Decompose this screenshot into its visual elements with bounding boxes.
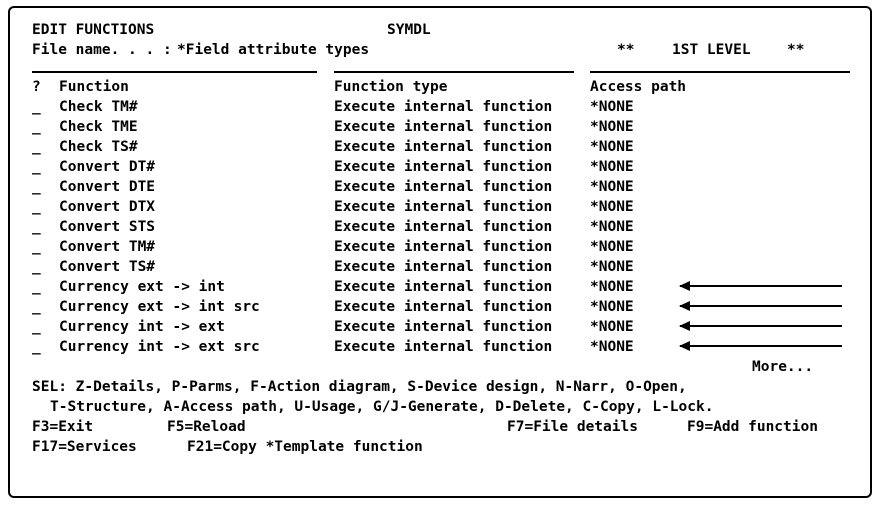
- left-arrow-icon: [680, 305, 842, 307]
- row-select-input[interactable]: _: [32, 299, 41, 315]
- column-header-function-type: Function type: [334, 79, 448, 95]
- table-row[interactable]: [32, 217, 852, 237]
- row-select-input[interactable]: _: [32, 179, 41, 195]
- row-select-input[interactable]: _: [32, 159, 41, 175]
- f5-reload-key[interactable]: F5=Reload: [167, 419, 246, 435]
- row-function-type: Execute internal function: [334, 319, 553, 335]
- row-access-path: *NONE: [590, 199, 634, 215]
- row-access-path: *NONE: [590, 339, 634, 355]
- row-select-input[interactable]: _: [32, 279, 41, 295]
- row-access-path: *NONE: [590, 299, 634, 315]
- row-access-path: *NONE: [590, 259, 634, 275]
- file-name-value[interactable]: *Field attribute types: [177, 42, 370, 58]
- row-function-name: Currency int -> ext src: [59, 339, 260, 355]
- row-function-name: Convert TS#: [59, 259, 156, 275]
- rule-segment-type: [334, 71, 574, 73]
- table-row[interactable]: [32, 117, 852, 137]
- row-function-type: Execute internal function: [334, 119, 553, 135]
- f3-exit-key[interactable]: F3=Exit: [32, 419, 94, 435]
- rule-segment-access: [590, 71, 850, 73]
- row-access-path: *NONE: [590, 319, 634, 335]
- level-marker-right: **: [787, 42, 805, 58]
- row-select-input[interactable]: _: [32, 339, 41, 355]
- row-access-path: *NONE: [590, 279, 634, 295]
- row-function-name: Currency int -> ext: [59, 319, 225, 335]
- table-row[interactable]: [32, 197, 852, 217]
- row-select-input[interactable]: _: [32, 239, 41, 255]
- row-access-path: *NONE: [590, 219, 634, 235]
- table-row[interactable]: [32, 277, 852, 297]
- header-title-row: [32, 20, 852, 40]
- sel-help-row-1: [32, 377, 852, 397]
- file-name-row: [32, 40, 852, 60]
- column-header-function: Function: [59, 79, 129, 95]
- row-select-input[interactable]: _: [32, 259, 41, 275]
- sel-help-row-2: [32, 397, 852, 417]
- row-access-path: *NONE: [590, 119, 634, 135]
- row-function-name: Currency ext -> int src: [59, 299, 260, 315]
- row-access-path: *NONE: [590, 139, 634, 155]
- row-access-path: *NONE: [590, 99, 634, 115]
- table-row[interactable]: [32, 137, 852, 157]
- row-function-name: Convert STS: [59, 219, 156, 235]
- table-row[interactable]: [32, 257, 852, 277]
- row-function-type: Execute internal function: [334, 299, 553, 315]
- f21-copy-template-key[interactable]: F21=Copy *Template function: [187, 439, 423, 455]
- row-function-type: Execute internal function: [334, 139, 553, 155]
- level-text: 1ST LEVEL: [672, 42, 751, 58]
- row-function-name: Convert DT#: [59, 159, 156, 175]
- row-function-name: Convert TM#: [59, 239, 156, 255]
- table-row[interactable]: [32, 157, 852, 177]
- row-function-type: Execute internal function: [334, 259, 553, 275]
- table-row[interactable]: [32, 317, 852, 337]
- more-indicator: More...: [752, 359, 814, 375]
- rule-segment-function: [32, 71, 317, 73]
- row-function-type: Execute internal function: [334, 99, 553, 115]
- function-list: [32, 97, 852, 357]
- row-function-name: Convert DTE: [59, 179, 156, 195]
- row-select-input[interactable]: _: [32, 139, 41, 155]
- sel-help-line-1: SEL: Z-Details, P-Parms, F-Action diagram, S-Device design, N-Narr, O-Open,: [32, 379, 687, 395]
- row-select-input[interactable]: _: [32, 219, 41, 235]
- more-indicator-row: [32, 357, 852, 377]
- left-arrow-icon: [680, 345, 842, 347]
- row-function-type: Execute internal function: [334, 279, 553, 295]
- row-function-name: Check TS#: [59, 139, 138, 155]
- terminal-screen: [8, 6, 872, 498]
- row-select-input[interactable]: _: [32, 99, 41, 115]
- table-row[interactable]: [32, 337, 852, 357]
- row-function-name: Check TME: [59, 119, 138, 135]
- sel-help-line-2: T-Structure, A-Access path, U-Usage, G/J-Generate, D-Delete, C-Copy, L-Lock.: [50, 399, 714, 415]
- table-row[interactable]: [32, 177, 852, 197]
- table-row[interactable]: [32, 297, 852, 317]
- function-key-row-2: [32, 437, 852, 457]
- row-function-type: Execute internal function: [334, 239, 553, 255]
- row-access-path: *NONE: [590, 239, 634, 255]
- row-function-type: Execute internal function: [334, 179, 553, 195]
- row-access-path: *NONE: [590, 159, 634, 175]
- f7-file-details-key[interactable]: F7=File details: [507, 419, 638, 435]
- header-rule: [32, 66, 852, 77]
- row-access-path: *NONE: [590, 179, 634, 195]
- row-function-name: Convert DTX: [59, 199, 156, 215]
- table-row[interactable]: [32, 97, 852, 117]
- row-function-type: Execute internal function: [334, 339, 553, 355]
- row-function-name: Currency ext -> int: [59, 279, 225, 295]
- terminal-content: [32, 20, 852, 457]
- f17-services-key[interactable]: F17=Services: [32, 439, 137, 455]
- row-function-name: Check TM#: [59, 99, 138, 115]
- left-arrow-icon: [680, 285, 842, 287]
- row-select-input[interactable]: _: [32, 119, 41, 135]
- screen-title: EDIT FUNCTIONS: [32, 22, 155, 38]
- f9-add-function-key[interactable]: F9=Add function: [687, 419, 818, 435]
- row-select-input[interactable]: _: [32, 199, 41, 215]
- model-name: SYMDL: [387, 22, 431, 38]
- table-row[interactable]: [32, 237, 852, 257]
- function-key-row-1: [32, 417, 852, 437]
- level-marker-left: **: [617, 42, 635, 58]
- row-function-type: Execute internal function: [334, 199, 553, 215]
- column-header-row: [32, 77, 852, 97]
- column-header-access-path: Access path: [590, 79, 687, 95]
- file-name-label: File name. . . :: [32, 42, 172, 58]
- left-arrow-icon: [680, 325, 842, 327]
- column-header-select: ?: [32, 79, 41, 95]
- row-select-input[interactable]: _: [32, 319, 41, 335]
- row-function-type: Execute internal function: [334, 159, 553, 175]
- row-function-type: Execute internal function: [334, 219, 553, 235]
